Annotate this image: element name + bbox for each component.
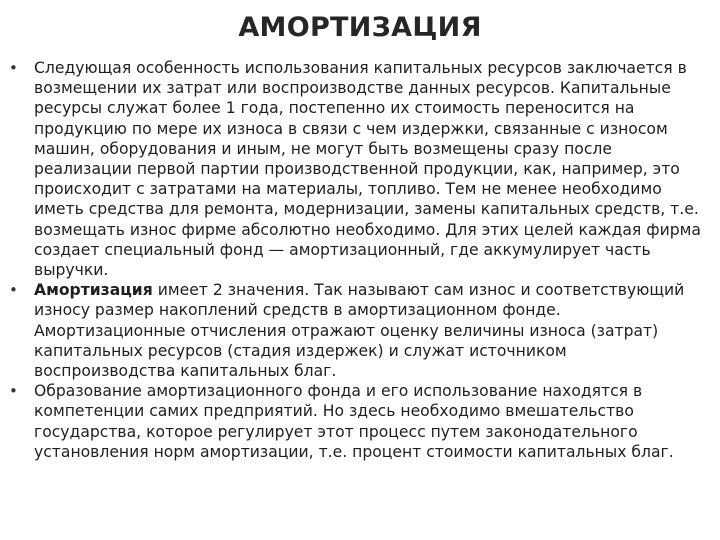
bullet-text: Образование амортизационного фонда и его использование находятся в компетенции самих предприятий. Но здесь необходимо вмешательство государства, которое регулирует этот процесс путем законодательного установления норм амортизации, т.е. процент стоимости капитальных благ. [34,382,674,461]
bullet-dot-icon: • [9,59,18,77]
bullet-bold-term: Амортизация [34,281,153,300]
bullet-text: Следующая особенность использования капитальных ресурсов заключается в возмещении их затрат или воспроизводстве данных ресурсов. Капитальные ресурсы служат более 1 года, постепенно их стоимость переносится на продукцию по мере их износа в связи с чем издержки, связанные с износом машин, оборудования и иным, не могут быть возмещены сразу после реализации первой партии производственной продукции, как, например, это происходит с затратами на материалы, топливо. Тем не менее необходимо иметь средства для ремонта, модернизации, замены капитальных средств, т.е. возмещать износ фирме абсолютно необходимо. Для этих целей каждая фирма создает специальный фонд — амортизационный, где аккумулирует часть выручки. [34,59,701,280]
bullet-item-3 [8,381,708,462]
bullet-list [8,58,708,462]
bullet-dot-icon: • [9,281,18,300]
bullet-dot-icon: • [9,382,18,401]
slide-title: АМОРТИЗАЦИЯ [238,12,482,43]
bullet-item-2 [8,280,708,381]
bullet-item-1 [8,58,708,280]
bullet-text: имеет 2 значения. Так называют сам износ и соответствующий износу размер накоплений средств в амортизационном фонде. Амортизационные отчисления отражают оценку величины износа (затрат) капитальных ресурсов (стадия издержек) и служат источником воспроизводства капитальных благ. [34,281,685,381]
